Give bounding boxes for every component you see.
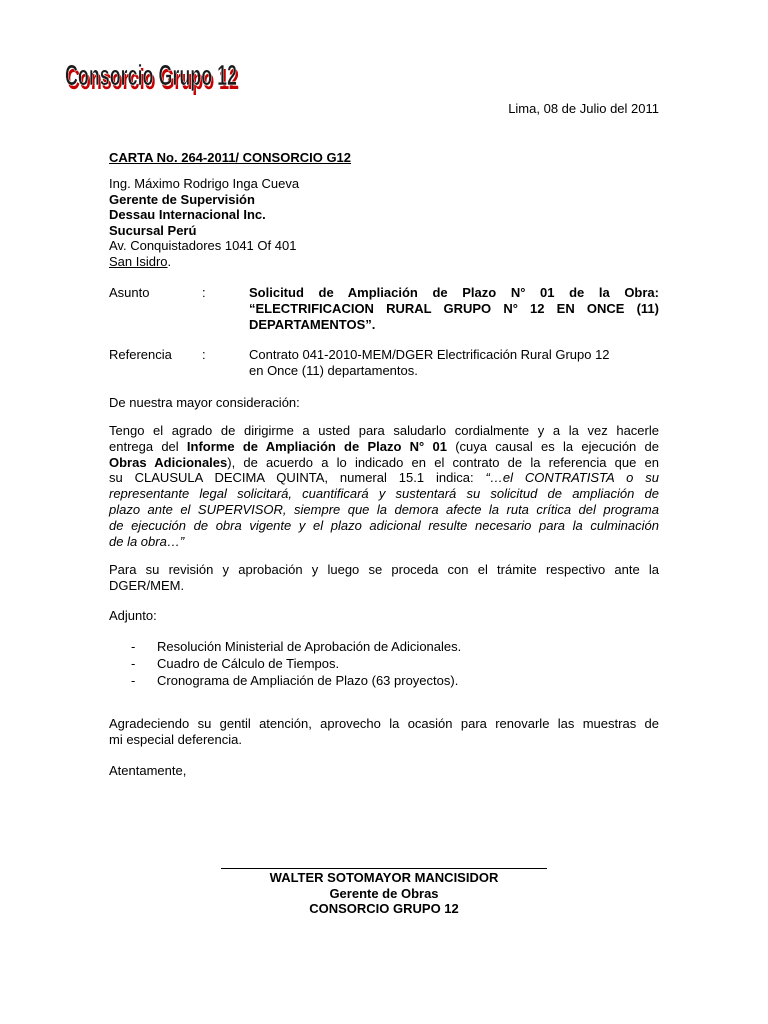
body1-line-2 xyxy=(109,439,659,455)
recipient-company: Dessau Internacional Inc. xyxy=(109,207,266,223)
closing-paragraph xyxy=(109,716,659,748)
signature-block xyxy=(200,870,568,917)
contract-quote-start: “…el CONTRATISTA o su xyxy=(485,470,659,486)
report-title: Informe de Ampliación de Plazo N° 01 xyxy=(186,438,447,454)
body1-line-7 xyxy=(109,518,659,534)
reference-line-2: en Once (11) departamentos. xyxy=(249,363,418,378)
recipient-name: Ing. Máximo Rodrigo Inga Cueva xyxy=(109,176,300,191)
list-item xyxy=(131,673,461,690)
letter-date: Lima, 08 de Julio del 2011 xyxy=(508,101,659,116)
company-logo xyxy=(64,52,242,96)
farewell: Atentamente, xyxy=(109,763,187,778)
attachment-3: Cronograma de Ampliación de Plazo (63 proyectos). xyxy=(157,673,459,688)
contract-quote-line-5: representante legal solicitará, cuantificará y sustentará su solicitud de ampliación de xyxy=(109,486,659,502)
recipient-district: San Isidro xyxy=(109,253,168,269)
reference-label: Referencia xyxy=(109,347,172,362)
body1-line-1: Tengo el agrado de dirigirme a usted para saludarlo cordialmente y a la vez hacerle xyxy=(109,423,659,438)
body1-line-5 xyxy=(109,486,659,502)
signer-company: CONSORCIO GRUPO 12 xyxy=(309,901,459,917)
reference-colon: : xyxy=(202,347,206,362)
subject-colon: : xyxy=(202,285,206,300)
attachments-label: Adjunto: xyxy=(109,608,157,623)
logo-shadow-text: Consorcio Grupo 12 xyxy=(67,64,239,96)
recipient-title: Gerente de Supervisión xyxy=(109,191,255,207)
body-paragraph-2 xyxy=(109,562,659,594)
reference-line-1: Contrato 041-2010-MEM/DGER Electrificación Rural Grupo 12 xyxy=(249,347,610,362)
contract-quote-line-7: de ejecución de obra vigente y el plazo adicional resulte necesario para la culminación xyxy=(109,517,659,533)
list-item xyxy=(131,656,461,673)
bullet-dash: - xyxy=(131,639,136,654)
body1-line-3 xyxy=(109,455,659,471)
closing-line-1: Agradeciendo su gentil atención, aprovecho la ocasión para renovarle las muestras de xyxy=(109,716,659,731)
body2-line-1: Para su revisión y aprobación y luego se proceda con el trámite respectivo ante la xyxy=(109,562,659,577)
recipient-district-suffix: . xyxy=(167,253,172,269)
subject-text: Solicitud de Ampliación de Plazo N° 01 de la Obra: “ELECTRIFICACION RURAL GRUPO N° 12 EN ONCE (11) DEPARTAMENTOS”. xyxy=(249,285,659,332)
recipient-district-line xyxy=(109,254,299,270)
list-item xyxy=(131,639,461,656)
attachment-2: Cuadro de Cálculo de Tiempos. xyxy=(157,656,340,671)
body1-line-2-start: entrega del xyxy=(109,438,187,454)
letter-number: CARTA No. 264-2011/ CONSORCIO G12 xyxy=(109,150,352,165)
body2-line-2: DGER/MEM. xyxy=(109,577,185,593)
bullet-dash: - xyxy=(131,673,136,688)
contract-quote-end: de la obra…” xyxy=(109,533,185,549)
body1-line-8 xyxy=(109,534,659,550)
body1-line-4 xyxy=(109,470,659,486)
bullet-dash: - xyxy=(131,656,136,671)
signature-line xyxy=(221,868,547,869)
recipient-address: Av. Conquistadores 1041 Of 401 xyxy=(109,238,297,254)
closing-line-2: mi especial deferencia. xyxy=(109,731,242,747)
subject-label: Asunto xyxy=(109,285,150,300)
consorcio-logo-graphic xyxy=(64,52,242,96)
body1-line-6 xyxy=(109,502,659,518)
reference-text xyxy=(249,347,659,379)
signer-name: WALTER SOTOMAYOR MANCISIDOR xyxy=(269,870,499,885)
recipient-block xyxy=(109,176,299,270)
body-paragraph-1 xyxy=(109,423,659,549)
body1-line-4-start: su CLAUSULA DECIMA QUINTA, numeral 15.1 indica: xyxy=(109,470,486,486)
signer-role: Gerente de Obras xyxy=(329,885,439,901)
attachment-1: Resolución Ministerial de Aprobación de Adicionales. xyxy=(157,639,462,654)
body1-line-3-end: ), de acuerdo a lo indicado en el contrato de la referencia que en xyxy=(227,454,659,470)
recipient-branch: Sucursal Perú xyxy=(109,222,197,238)
attachments-list xyxy=(131,639,461,690)
logo-main-text: Consorcio Grupo 12 xyxy=(65,60,237,92)
body1-line-2-end: (cuya causal es la ejecución de xyxy=(446,438,659,454)
contract-quote-line-6: plazo ante el SUPERVISOR, siempre que la demora afecte la ruta crítica del programa xyxy=(109,501,659,517)
greeting: De nuestra mayor consideración: xyxy=(109,395,300,410)
additional-works-term: Obras Adicionales xyxy=(109,454,228,470)
